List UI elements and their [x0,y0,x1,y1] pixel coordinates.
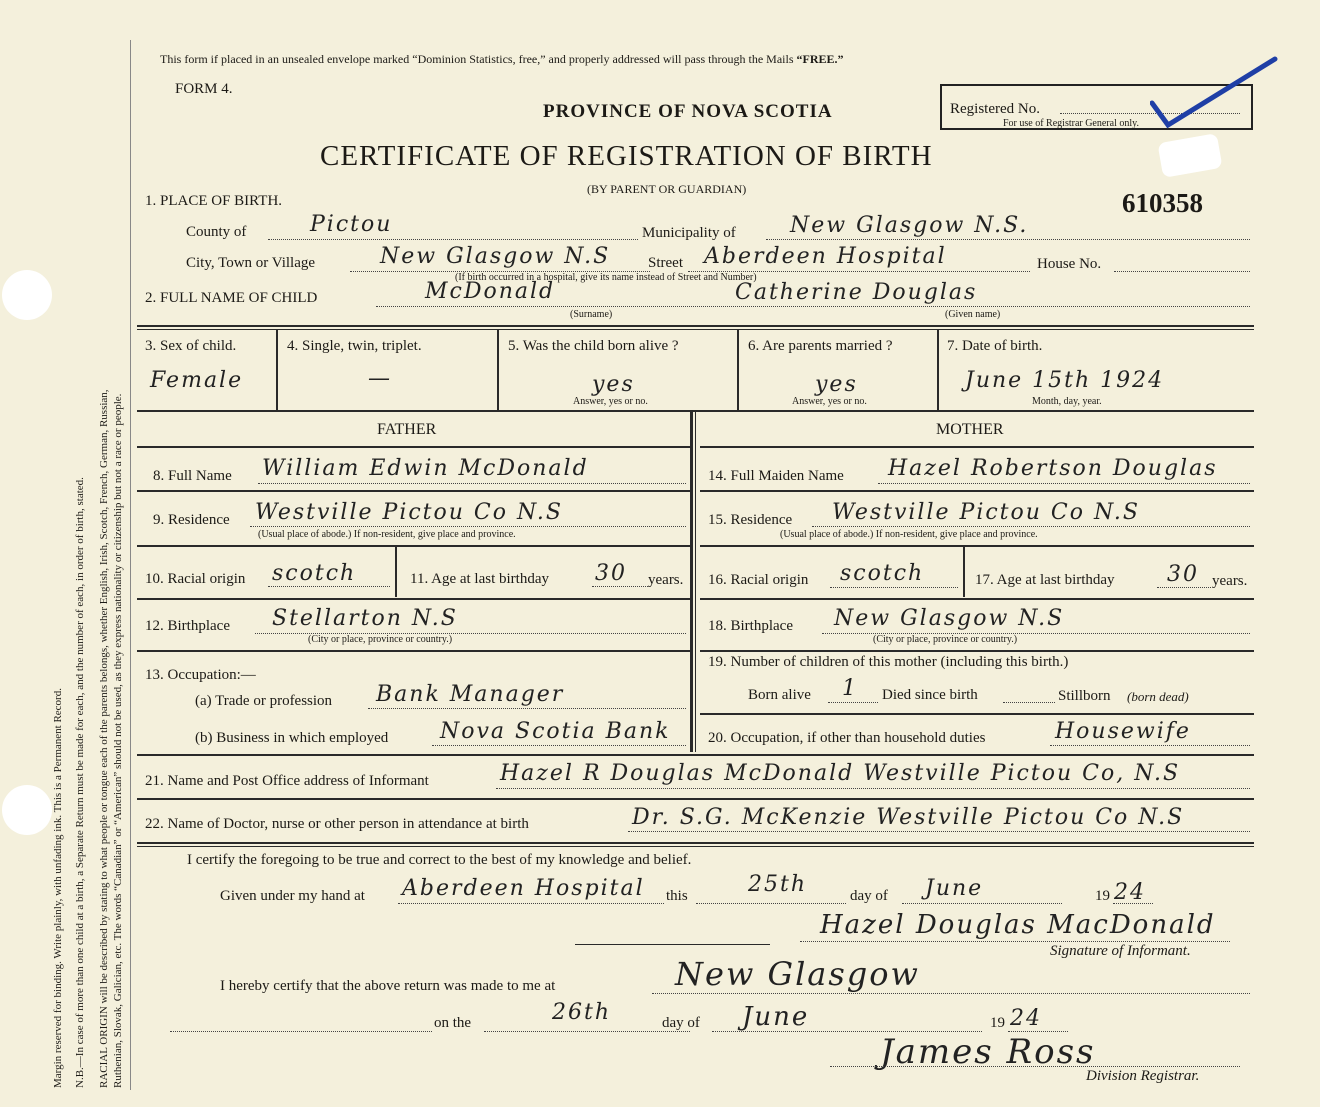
street-label: Street [648,255,683,271]
mother-race: scotch [840,561,925,586]
certificate-title: CERTIFICATE OF REGISTRATION OF BIRTH [320,140,933,172]
born-alive-count-label: Born alive [748,687,811,703]
certify-statement: I certify the foregoing to be true and correct to the best of my knowledge and belief. [187,852,692,868]
registrar-statement: I hereby certify that the above return was made to me at [220,978,556,994]
business-label: (b) Business in which employed [195,730,389,746]
margin-note: Margin reserved for binding. Write plainly, with unfading ink. This is a Permanent Record. [52,688,64,1088]
surname-note: (Surname) [570,309,613,320]
city-value: New Glasgow N.S [380,244,611,269]
city-label: City, Town or Village [186,255,316,271]
registered-note: For use of Registrar General only. [1003,118,1139,129]
hospital-note: (If birth occurred in a hospital, give its name instead of Street and Number) [455,272,757,283]
this-label: this [666,888,688,904]
informant-value: Hazel R Douglas McDonald Westville Pictou Co, N.S [500,761,1181,786]
given-under-hand-label: Given under my hand at [220,888,365,904]
father-birthplace-label: 12. Birthplace [145,618,230,634]
born-alive-value: yes [592,372,635,397]
registrar-signature-label: Division Registrar. [1086,1068,1200,1084]
municipality-label: Municipality of [642,225,736,241]
informant-signature-label: Signature of Informant. [1050,943,1191,959]
father-trade: Bank Manager [376,682,565,707]
born-alive-note: Answer, yes or no. [573,396,648,407]
father-name-label: 8. Full Name [153,468,232,484]
racial-origin-note-2: Ruthenian, Slovak, Galician, etc. The words “Canadian” or “American” should not be used, as they express nationality or citizenship but not a race or people. [112,393,124,1088]
given-place: Aberdeen Hospital [402,876,645,901]
mother-heading: MOTHER [936,421,1004,438]
father-name: William Edwin McDonald [262,456,589,481]
registered-label: Registered No. [950,101,1040,117]
binding-hole [2,785,52,835]
stillborn-label: Stillborn [1058,688,1111,704]
father-residence: Westville Pictou Co N.S [255,500,563,525]
father-age: 30 [595,561,627,586]
father-birthplace-note: (City or place, province or country.) [308,634,453,645]
certificate-number: 610358 [1122,188,1203,218]
children-count-label: 19. Number of children of this mother (including this birth.) [708,654,1069,670]
mother-residence-note: (Usual place of abode.) If non-resident, give place and province. [780,529,1038,540]
father-heading: FATHER [377,421,437,438]
municipality-value: New Glasgow N.S. [790,213,1029,238]
mother-residence: Westville Pictou Co N.S [832,500,1140,525]
day-of-label: day of [850,888,888,904]
father-residence-label: 9. Residence [153,512,230,528]
born-alive-label: 5. Was the child born alive ? [508,338,679,354]
child-name-label: 2. FULL NAME OF CHILD [145,290,318,306]
father-birthplace: Stellarton N.S [272,606,458,631]
place-of-birth-label: 1. PLACE OF BIRTH. [145,193,283,209]
white-patch [1157,133,1222,178]
certify-year: 24 [1114,880,1146,905]
house-no-label: House No. [1037,256,1102,272]
father-years-label: years. [648,572,684,588]
mother-age: 30 [1167,562,1199,587]
mother-age-label: 17. Age at last birthday [975,572,1115,588]
dob-label: 7. Date of birth. [947,338,1043,354]
sex-label: 3. Sex of child. [145,338,237,354]
registrar-month: June [742,1002,810,1032]
born-alive-count: 1 [842,676,858,701]
postal-notice: This form if placed in an unsealed envelope marked “Dominion Statistics, free,” and properly addressed will pass through the Mails “FREE.” [160,52,844,66]
stillborn-note: (born dead) [1127,689,1189,704]
mother-birthplace-label: 18. Birthplace [708,618,793,634]
registrar-year-prefix: 19 [990,1015,1005,1031]
sex-value: Female [150,368,244,393]
trade-label: (a) Trade or profession [195,693,333,709]
racial-origin-note: RACIAL ORIGIN will be described by stating to what people or tongue each of the parents belongs, whether English, Irish, Scotch, French, German, Russian, [98,389,110,1088]
mother-years-label: years. [1212,573,1248,589]
informant-signature: Hazel Douglas MacDonald [820,910,1216,940]
father-residence-note: (Usual place of abode.) If non-resident, give place and province. [258,529,516,540]
mother-occupation-label: 20. Occupation, if other than household duties [708,730,986,746]
street-value: Aberdeen Hospital [704,244,947,269]
on-the-label: on the [434,1015,472,1031]
mother-race-label: 16. Racial origin [708,572,809,588]
doctor-value: Dr. S.G. McKenzie Westville Pictou Co N.S [632,805,1185,830]
mother-maiden-name: Hazel Robertson Douglas [888,456,1218,481]
certificate-subtitle: (BY PARENT OR GUARDIAN) [587,182,747,196]
parents-married-label: 6. Are parents married ? [748,338,893,354]
registrar-place: New Glasgow [675,955,920,993]
mother-occupation: Housewife [1055,719,1191,744]
margin-rule [130,40,131,1090]
given-name-note: (Given name) [945,309,1001,320]
father-race-label: 10. Racial origin [145,571,246,587]
mother-residence-label: 15. Residence [708,512,793,528]
blue-check-mark [1150,55,1280,135]
single-twin-value: — [368,366,392,391]
died-since-birth-label: Died since birth [882,687,978,703]
registrar-day-of-label: day of [662,1015,700,1031]
child-surname: McDonald [425,279,556,304]
mother-name-label: 14. Full Maiden Name [708,468,844,484]
dob-value: June 15th 1924 [965,368,1165,393]
certify-day: 25th [748,872,808,897]
certify-month: June [925,876,984,901]
registrar-day: 26th [552,1000,612,1025]
child-given-name: Catherine Douglas [735,280,978,305]
certify-year-prefix: 19 [1095,888,1110,904]
province-title: PROVINCE OF NOVA SCOTIA [543,101,833,122]
father-race: scotch [272,561,357,586]
mother-birthplace: New Glasgow N.S [834,606,1065,631]
mother-birthplace-note: (City or place, province or country.) [873,634,1018,645]
father-occupation-label: 13. Occupation:— [145,667,256,683]
parents-married-note: Answer, yes or no. [792,396,867,407]
nb-note: N.B.—In case of more than one child at a birth, a Separate Return must be made for each, and the number of each, in order of birth, stated. [74,477,86,1088]
binding-hole [2,270,52,320]
dob-note: Month, day, year. [1032,396,1102,407]
informant-label: 21. Name and Post Office address of Informant [145,773,429,789]
form-number: FORM 4. [175,81,233,97]
registrar-year: 24 [1010,1006,1042,1031]
parents-married-value: yes [815,372,858,397]
single-twin-label: 4. Single, twin, triplet. [287,338,422,354]
father-business: Nova Scotia Bank [440,719,671,744]
registrar-signature: James Ross [880,1032,1096,1072]
county-value: Pictou [310,212,393,237]
doctor-label: 22. Name of Doctor, nurse or other person in attendance at birth [145,816,529,832]
father-age-label: 11. Age at last birthday [410,571,549,587]
county-label: County of [186,224,247,240]
